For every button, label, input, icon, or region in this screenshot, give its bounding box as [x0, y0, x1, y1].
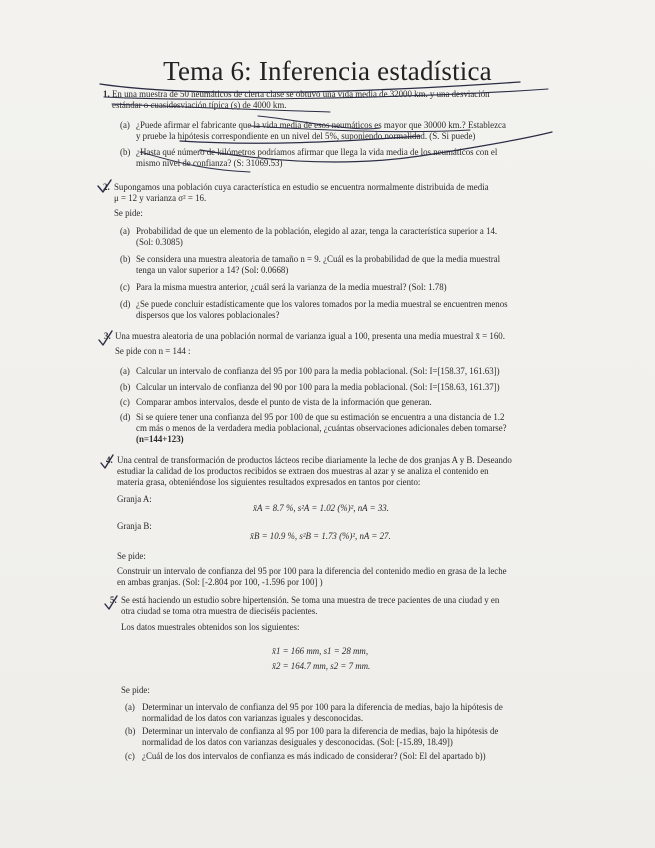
- problem-5b-line-1: Determinar un intervalo de confianza al 95 por 100 para la diferencia de medias, bajo la hipótesis de: [142, 726, 499, 736]
- problem-5b-line-2: normalidad de los datos con varianzas desiguales y desconocidas. (Sol: [-15.89, 18.49]): [142, 737, 453, 747]
- problem-2a-line-2: (Sol: 0.3085): [136, 237, 183, 247]
- problem-5b-label: (b): [125, 726, 136, 736]
- problem-5a-label: (a): [125, 702, 135, 712]
- page-title: Tema 6: Inferencia estadística: [163, 56, 492, 86]
- problem-5-ask: Se pide:: [121, 685, 150, 695]
- problem-2-number: 2.: [103, 182, 110, 192]
- formula-2: x̄2 = 164.7 mm, s2 = 7 mm.: [272, 661, 371, 671]
- farm-a-label: Granja A:: [117, 494, 152, 504]
- problem-1b-line-1: ¿Hasta qué número de kilómetros podríamos afirmar que llega la vida media de los neumáticos con el: [136, 147, 498, 157]
- problem-3a-line-1: Calcular un intervalo de confianza del 95 por 100 para la media poblacional. (Sol: I=[158.37, 161.63]): [136, 366, 500, 376]
- problem-2-line-1: Supongamos una población cuya característica en estudio se encuentra normalmente distribuida de media: [114, 182, 489, 192]
- problem-2-ask: Se pide:: [114, 208, 143, 218]
- problem-3-line-2: Se pide con n = 144 :: [115, 346, 191, 356]
- farm-a-formula: x̄A = 8.7 %, s²A = 1.02 (%)², nA = 33.: [253, 503, 389, 513]
- problem-1a-line-1: ¿Puede afirmar el fabricante que la vida media de esos neumáticos es mayor que 30000 km.? Establezca: [136, 120, 506, 130]
- problem-1-line-2: estándar o cuasidesviación típica (s) de 4000 km.: [112, 100, 287, 110]
- problem-3-number: 3.: [104, 331, 111, 341]
- problem-5-line-3: Los datos muestrales obtenidos son los siguientes:: [121, 622, 300, 632]
- problem-2c-label: (c): [120, 282, 130, 292]
- problem-4-line-3: materia grasa, obteniéndose los siguientes resultados expresados en tantos por ciento:: [117, 477, 421, 487]
- problem-3b-line-1: Calcular un intervalo de confianza del 90 por 100 para la media poblacional. (Sol: I=[158.63, 161.37]): [136, 382, 500, 392]
- pen-stroke: [200, 132, 552, 162]
- formula-1: x̄1 = 166 mm, s1 = 28 mm,: [272, 646, 369, 656]
- farm-b-formula: x̄B = 10.9 %, s²B = 1.73 (%)², nA = 27.: [250, 531, 391, 541]
- problem-3d-line-2: cm más o menos de la verdadera media poblacional, ¿cuántas observaciones adicionales deben tomarse?: [136, 423, 507, 433]
- problem-2c-line-1: Para la misma muestra anterior, ¿cuál será la varianza de la media muestral? (Sol: 1.78): [136, 282, 447, 292]
- problem-3d-answer: (n=144+123): [136, 434, 184, 444]
- problem-4-line-1: Una central de transformación de productos lácteos recibe diariamente la leche de dos granjas A y B. Deseando: [117, 455, 512, 465]
- problem-1a-label: (a): [120, 120, 130, 130]
- problem-5a-line-1: Determinar un intervalo de confianza del 95 por 100 para la diferencia de medias, bajo la hipótesis de: [142, 702, 503, 712]
- problem-4-tail-1: Construir un intervalo de confianza del 95 por 100 para la diferencia del contenido medio en grasa de la leche: [117, 566, 507, 576]
- problem-4-tail-2: en ambas granjas. (Sol: [-2.804 por 100, -1.596 por 100] ): [117, 577, 323, 587]
- problem-2a-line-1: Probabilidad de que un elemento de la población, elegido al azar, tenga la característica superior a 14.: [136, 226, 498, 236]
- pen-stroke: [180, 136, 420, 143]
- problem-2b-line-2: tenga un valor superior a 14? (Sol: 0.0668): [136, 265, 289, 275]
- problem-2b-line-1: Se considera una muestra aleatoria de tamaño n = 9. ¿Cuál es la probabilidad de que la media muestral: [136, 254, 501, 264]
- problem-5c-line-1: ¿Cuál de los dos intervalos de confianza es más indicado de considerar? (Sol: El del apartado b)): [142, 751, 486, 761]
- pen-stroke: [100, 82, 520, 92]
- problem-1b-label: (b): [120, 147, 131, 157]
- problem-3b-label: (b): [120, 382, 131, 392]
- check-mark: [105, 596, 117, 609]
- problem-2-line-2: μ = 12 y varianza σ² = 16.: [114, 193, 207, 203]
- pen-stroke: [258, 116, 380, 129]
- problem-2d-label: (d): [120, 299, 131, 309]
- problem-3c-label: (c): [120, 397, 130, 407]
- problem-4-line-2: estudiar la calidad de los productos recibidos se extraen dos muestras al azar y se analiza el contenido en: [117, 466, 489, 476]
- problem-2d-line-1: ¿Se puede concluir estadísticamente que los valores tomados por la media muestral se encuentren menos: [136, 299, 508, 309]
- check-mark: [99, 331, 112, 345]
- problem-1a-line-2: y pruebe la hipótesis correspondiente en un nivel del 5%, suponiendo normalidad. (S. Si puede): [136, 131, 476, 141]
- problem-5c-label: (c): [125, 751, 135, 761]
- problem-2d-line-2: dispersos que los valores poblacionales?: [136, 310, 280, 320]
- problem-5a-line-2: normalidad de los datos con varianzas iguales y desconocidas.: [142, 713, 364, 723]
- problem-3d-line-1: Si se quiere tener una confianza del 95 por 100 de que su estimación se encuentra a una distancia de 1.2: [136, 412, 505, 422]
- problem-5-line-1: Se está haciendo un estudio sobre hipertensión. Se toma una muestra de trece pacientes de una ciudad y en: [121, 595, 500, 605]
- check-mark: [98, 180, 111, 192]
- problem-3a-label: (a): [120, 366, 130, 376]
- problem-3c-line-1: Comparar ambos intervalos, desde el punto de vista de la información que generan.: [136, 397, 432, 407]
- problem-1-number: 1.: [103, 89, 110, 99]
- problem-1b-line-2: mismo nivel de confianza? (S: 31069.53): [136, 158, 283, 168]
- pen-stroke: [112, 104, 330, 112]
- problem-2a-label: (a): [120, 226, 130, 236]
- check-mark: [101, 455, 113, 468]
- problem-1-line-1: En una muestra de 50 neumáticos de cierta clase se obtuvo una vida media de 32000 km. y una desviación: [112, 89, 490, 99]
- problem-3d-label: (d): [120, 412, 131, 422]
- problem-4-number: 4.: [106, 455, 113, 465]
- problem-5-line-2: otra ciudad se toma otra muestra de dieciséis pacientes.: [121, 606, 318, 616]
- problem-4-ask: Se pide:: [117, 551, 146, 561]
- problem-3-line-1: Una muestra aleatoria de una población normal de varianza igual a 100, presenta una media muestral x̄ = 160.: [115, 331, 505, 341]
- problem-2b-label: (b): [120, 254, 131, 264]
- farm-b-label: Granja B:: [117, 521, 152, 531]
- problem-5-number: 5.: [110, 595, 117, 605]
